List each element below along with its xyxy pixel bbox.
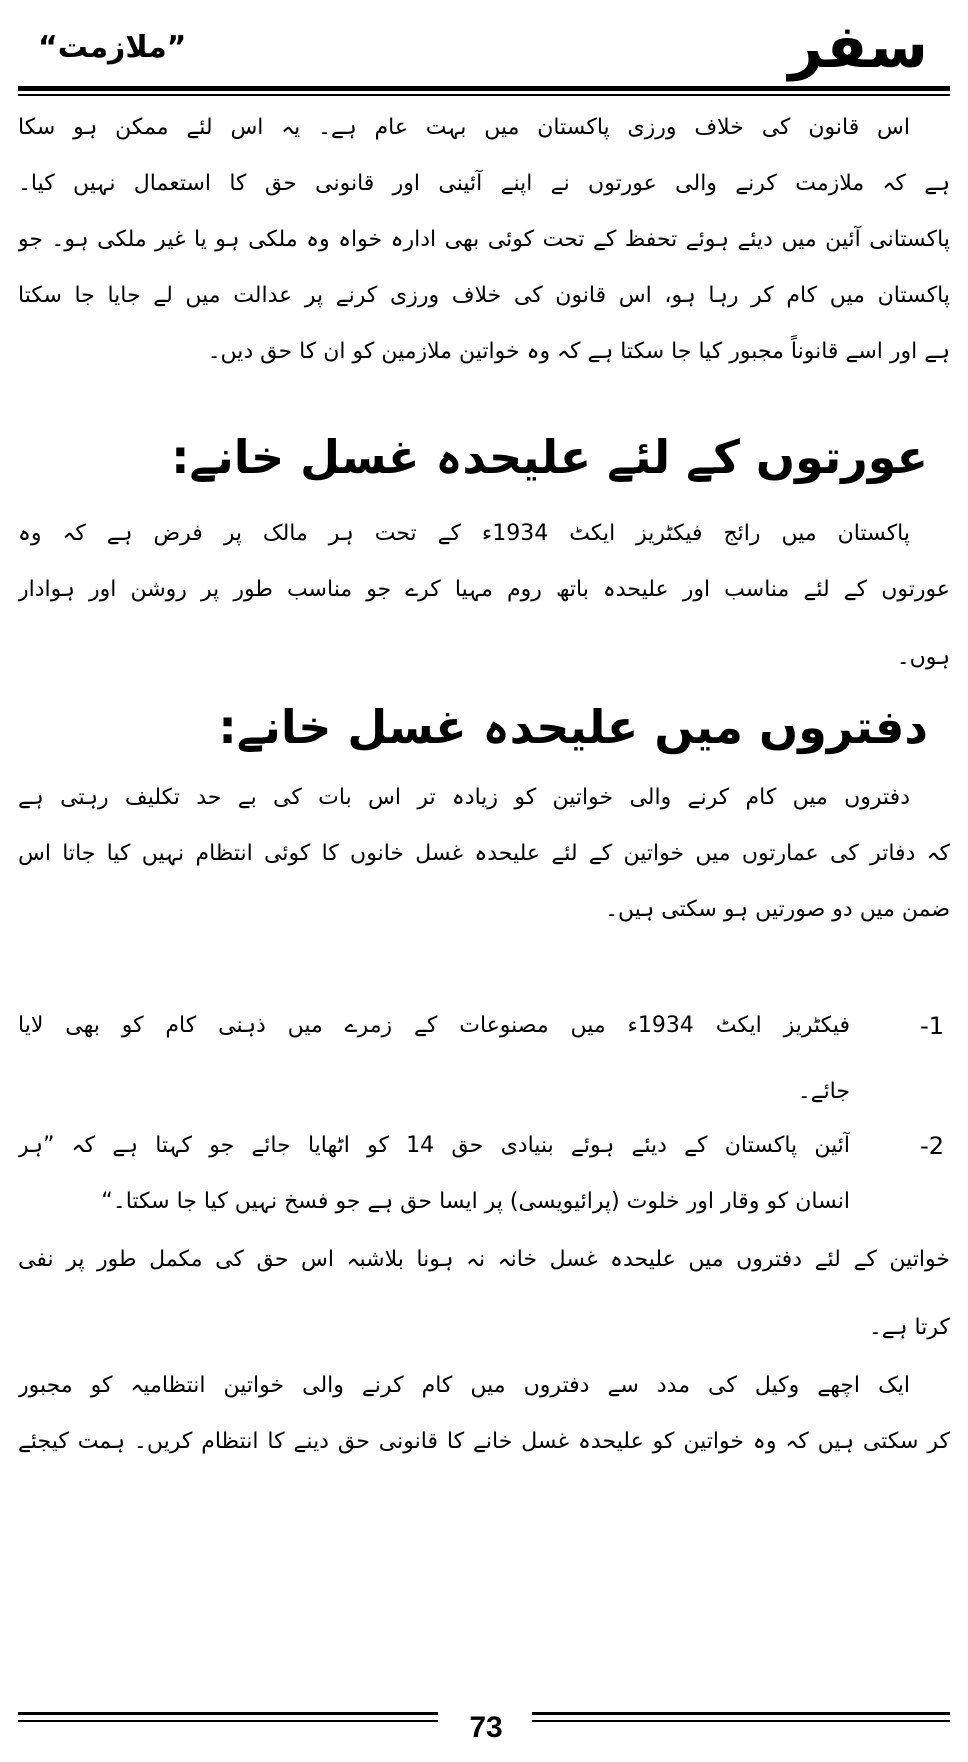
paragraph-2 xyxy=(18,506,950,686)
text-line: فیکٹریز ایکٹ 1934ء میں مصنوعات کے زمرے میں ذہنی کام کو بھی لایا xyxy=(18,1013,850,1038)
text-line: ہوں۔ xyxy=(896,645,950,670)
header-rule-thick xyxy=(18,86,950,91)
text-line: دفتروں میں کام کرنے والی خواتین کو زیادہ تر اس بات کی بے حد تکلیف رہتی ہے xyxy=(18,785,910,810)
text-line: خواتین کے لئے دفتروں میں علیحدہ غسل خانہ نہ ہونا بلاشبہ اس حق کی مکمل طور پر نفی xyxy=(18,1247,950,1272)
text-line: انسان کو وقار اور خلوت (پرائیویسی) پر ایسا حق ہے جو فسخ نہیں کیا جا سکتا۔“ xyxy=(101,1189,850,1214)
list-item-number: -1 xyxy=(920,1012,944,1040)
footer-rule-left-thin xyxy=(18,1720,438,1722)
paragraph-3 xyxy=(18,770,950,938)
text-line: کر سکتی ہیں کہ وہ خواتین کو علیحدہ غسل خانے کا قانونی حق دینے کا انتظام کریں۔ ہمت کیجئے xyxy=(18,1429,950,1454)
footer-rule-right-thin xyxy=(532,1720,950,1722)
text-line: پاکستان میں رائج فیکٹریز ایکٹ 1934ء کے تحت ہر مالک پر فرض ہے کہ وہ xyxy=(18,521,910,546)
paragraph-5 xyxy=(18,1358,950,1470)
text-line: ہے اور اسے قانوناً مجبور کیا جا سکتا ہے کہ وہ خواتین ملازمین کو ان کا حق دیں۔ xyxy=(207,339,950,364)
page-number: 73 xyxy=(469,1711,503,1744)
text-line: پاکستان میں کام کر رہا ہو، اس قانون کی خلاف ورزی کرنے پر عدالت میں لے جایا جا سکتا xyxy=(18,283,950,308)
footer-rule-right-thick xyxy=(532,1712,950,1715)
text-line: آئین پاکستان کے دیئے ہوئے بنیادی حق 14 کو اٹھایا جائے جو کہتا ہے کہ ”ہر xyxy=(18,1133,850,1158)
text-line: کرتا ہے۔ xyxy=(868,1315,950,1340)
book-title: سفر xyxy=(788,12,928,82)
list-item xyxy=(18,998,950,1120)
text-line: پاکستانی آئین میں دیئے ہوئے تحفظ کے تحت کوئی بھی ادارہ خواہ وہ ملکی ہو یا غیر ملکی ہو۔ جو xyxy=(18,227,950,252)
list-item xyxy=(18,1118,950,1230)
section-heading-office-washrooms: دفتروں میں علیحدہ غسل خانے: xyxy=(218,700,928,754)
footer-rule-left-thick xyxy=(18,1712,438,1715)
text-line: ضمن میں دو صورتیں ہو سکتی ہیں۔ xyxy=(605,897,950,922)
chapter-title: ”ملازمت“ xyxy=(38,30,187,65)
text-line: عورتوں کے لئے مناسب اور علیحدہ باتھ روم مہیا کرے جو مناسب طور پر روشن اور ہوادار xyxy=(18,577,950,602)
text-line: ہے کہ ملازمت کرنے والی عورتوں نے اپنے آئینی اور قانونی حق کا استعمال نہیں کیا۔ xyxy=(18,171,950,196)
list-item-number: -2 xyxy=(920,1132,944,1160)
header-rule-thin xyxy=(18,94,950,96)
text-line: ایک اچھے وکیل کی مدد سے دفتروں میں کام کرنے والی خواتین انتظامیہ کو مجبور xyxy=(18,1373,910,1398)
paragraph-4 xyxy=(18,1232,950,1356)
section-heading-women-washrooms: عورتوں کے لئے علیحدہ غسل خانے: xyxy=(171,430,928,484)
paragraph-1 xyxy=(18,100,950,380)
text-line: کہ دفاتر کی عمارتوں میں خواتین کے لئے علیحدہ غسل خانوں کا کوئی انتظام نہیں کیا جاتا اس xyxy=(18,841,950,866)
text-line: اس قانون کی خلاف ورزی پاکستان میں بہت عام ہے۔ یہ اس لئے ممکن ہو سکا xyxy=(18,115,910,140)
text-line: جائے۔ xyxy=(797,1079,850,1104)
